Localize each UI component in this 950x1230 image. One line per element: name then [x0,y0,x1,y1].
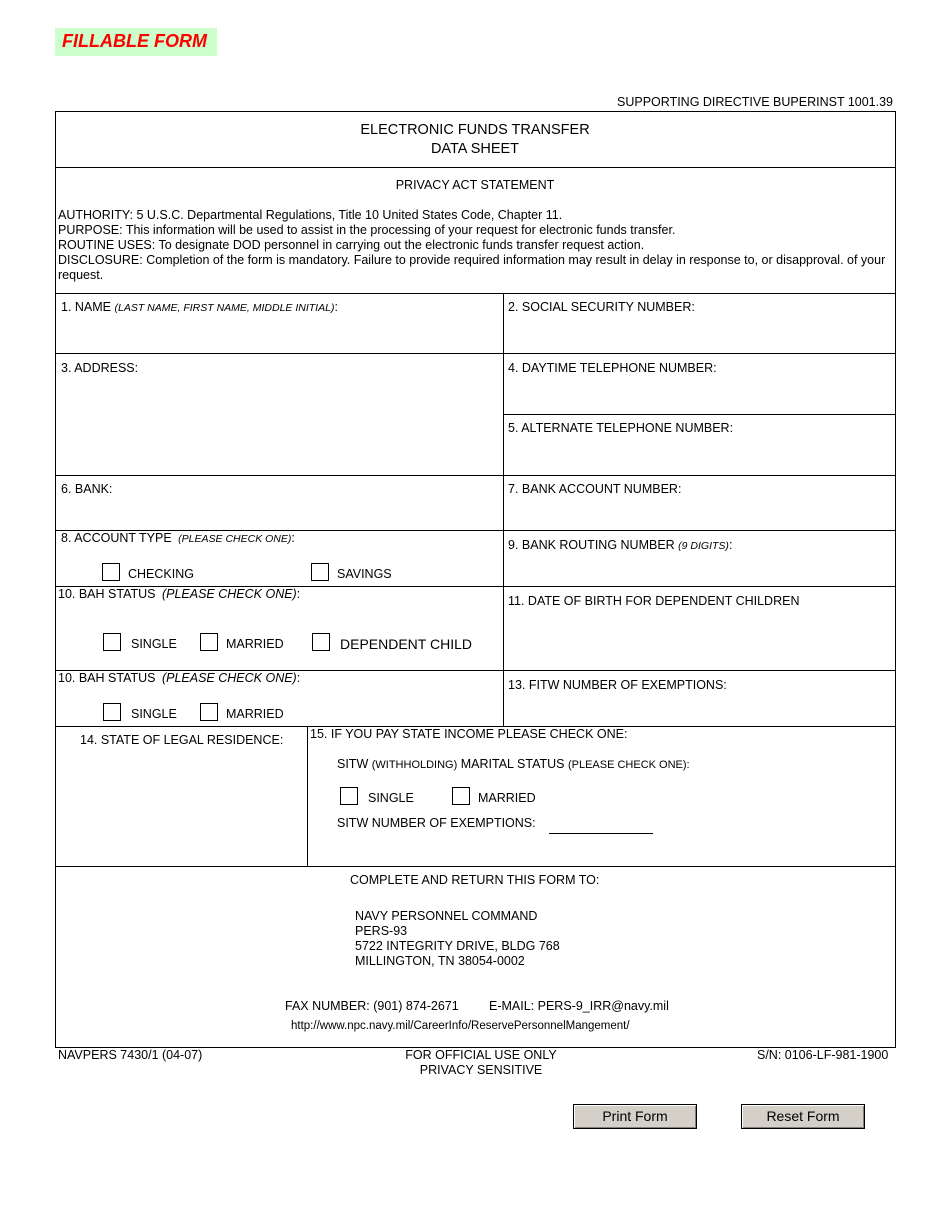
return-heading: COMPLETE AND RETURN THIS FORM TO: [350,873,600,887]
account-type-text: 8. ACCOUNT TYPE [61,531,172,545]
divider [503,414,895,415]
sitw-part3: MARITAL STATUS [460,757,565,771]
footer-classification [381,1048,581,1078]
name-input[interactable] [57,316,501,351]
bah-married-label: MARRIED [226,637,284,651]
website-url: http://www.npc.navy.mil/CareerInfo/ReservePersonnelMangement/ [291,1020,630,1032]
divider [55,475,895,476]
name-label-text: 1. NAME [61,300,112,314]
bah-married-checkbox[interactable] [200,633,218,651]
fillable-form-badge [55,28,217,56]
fitw-exemptions-input[interactable] [505,695,893,724]
return-address-line4: MILLINGTON, TN 38054-0002 [355,954,525,968]
ssn-label: 2. SOCIAL SECURITY NUMBER: [508,300,695,314]
bah-status-label [58,587,300,601]
return-address [355,909,560,969]
divider [55,293,895,294]
state-of-residence-label: 14. STATE OF LEGAL RESIDENCE: [80,733,284,747]
bah2-married-label: MARRIED [226,707,284,721]
account-type-hint: (PLEASE CHECK ONE) [178,533,292,545]
daytime-phone-input[interactable] [505,377,893,412]
sitw-married-label: MARRIED [478,791,536,805]
bah2-single-label: SINGLE [131,707,177,721]
sitw-exemptions-label: SITW NUMBER OF EXEMPTIONS: [337,816,536,830]
form-title-line1: ELECTRONIC FUNDS TRANSFER [360,122,590,138]
routing-number-text: 9. BANK ROUTING NUMBER [508,538,675,552]
routing-number-hint: (9 DIGITS) [678,540,729,552]
routing-number-colon: : [728,538,733,552]
savings-label: SAVINGS [337,567,392,581]
privacy-routine-uses: ROUTINE USES: To designate DOD personnel in carrying out the electronic funds transfer request action. [58,238,645,252]
sitw-marital-status-label [337,757,690,771]
divider [55,353,895,354]
state-of-residence-input[interactable] [57,752,305,864]
bah-status-text: 10. BAH STATUS [58,587,156,601]
reset-form-button[interactable]: Reset Form [741,1104,865,1129]
column-divider [307,726,308,866]
alternate-phone-input[interactable] [505,437,893,473]
stock-number: S/N: 0106-LF-981-1900 [757,1048,889,1062]
bah-status-2-hint: (PLEASE CHECK ONE) [161,671,297,685]
bank-label: 6. BANK: [61,482,113,496]
privacy-heading: PRIVACY ACT STATEMENT [395,178,555,192]
account-type-label [61,531,295,545]
email-address: E-MAIL: PERS-9_IRR@navy.mil [489,999,669,1013]
address-label: 3. ADDRESS: [61,361,139,375]
sitw-part1: SITW [337,757,369,771]
form-title [55,121,895,159]
sitw-married-checkbox[interactable] [452,787,470,805]
return-address-line1: NAVY PERSONNEL COMMAND [355,909,538,923]
fillable-form-label: FILLABLE FORM [62,31,207,51]
checking-label: CHECKING [128,567,194,581]
column-divider [503,293,504,726]
form-number: NAVPERS 7430/1 (04-07) [58,1048,203,1062]
name-hint: (LAST NAME, FIRST NAME, MIDDLE INITIAL) [114,302,335,314]
bah2-married-checkbox[interactable] [200,703,218,721]
bank-routing-number-input[interactable] [505,555,893,584]
sitw-single-label: SINGLE [368,791,414,805]
privacy-authority: AUTHORITY: 5 U.S.C. Departmental Regulations, Title 10 United States Code, Chapter 11. [58,208,563,222]
daytime-phone-label: 4. DAYTIME TELEPHONE NUMBER: [508,361,717,375]
return-address-line3: 5722 INTEGRITY DRIVE, BLDG 768 [355,939,560,953]
savings-checkbox[interactable] [311,563,329,581]
privacy-purpose: PURPOSE: This information will be used to assist in the processing of your request for electronic funds transfer. [58,223,676,237]
privacy-statement [58,208,892,283]
bank-input[interactable] [57,498,501,528]
ssn-input[interactable] [505,316,893,351]
bah-status-colon: : [296,587,301,601]
address-input[interactable] [57,377,501,473]
bah-status-2-label [58,671,300,685]
fax-number: FAX NUMBER: (901) 874-2671 [285,999,459,1013]
routing-number-label [508,538,732,552]
print-form-button[interactable]: Print Form [573,1104,697,1129]
bank-account-number-label: 7. BANK ACCOUNT NUMBER: [508,482,682,496]
bah-status-2-colon: : [296,671,301,685]
bank-account-number-input[interactable] [505,498,893,528]
state-income-label: 15. IF YOU PAY STATE INCOME PLEASE CHECK ONE: [310,727,628,741]
bah-single-checkbox[interactable] [103,633,121,651]
sitw-exemptions-input[interactable] [549,818,653,834]
fitw-exemptions-label: 13. FITW NUMBER OF EXEMPTIONS: [508,678,727,692]
sitw-part2: (WITHHOLDING) [371,759,458,771]
divider [55,866,895,867]
privacy-sensitive: PRIVACY SENSITIVE [419,1063,543,1077]
name-colon: : [334,300,338,314]
name-label [61,300,338,314]
return-address-line2: PERS-93 [355,924,408,938]
bah2-single-checkbox[interactable] [103,703,121,721]
dependent-dob-input[interactable] [505,612,893,668]
privacy-disclosure: DISCLOSURE: Completion of the form is mandatory. Failure to provide required information may result in delay in response to, or disapproval. of your request. [58,253,886,282]
sitw-part4: (PLEASE CHECK ONE): [567,759,690,771]
bah-single-label: SINGLE [131,637,177,651]
bah-status-2-text: 10. BAH STATUS [58,671,156,685]
alternate-phone-label: 5. ALTERNATE TELEPHONE NUMBER: [508,421,734,435]
official-use-only: FOR OFFICIAL USE ONLY [405,1048,557,1062]
bah-dependent-child-label: DEPENDENT CHILD [340,636,472,652]
bah-dependent-child-checkbox[interactable] [312,633,330,651]
bah-status-hint: (PLEASE CHECK ONE) [161,587,297,601]
account-type-colon: : [291,531,295,545]
supporting-directive: SUPPORTING DIRECTIVE BUPERINST 1001.39 [617,95,894,109]
sitw-single-checkbox[interactable] [340,787,358,805]
checking-checkbox[interactable] [102,563,120,581]
dependent-dob-label: 11. DATE OF BIRTH FOR DEPENDENT CHILDREN [508,594,800,608]
form-title-line2: DATA SHEET [430,141,520,157]
divider [55,167,895,168]
